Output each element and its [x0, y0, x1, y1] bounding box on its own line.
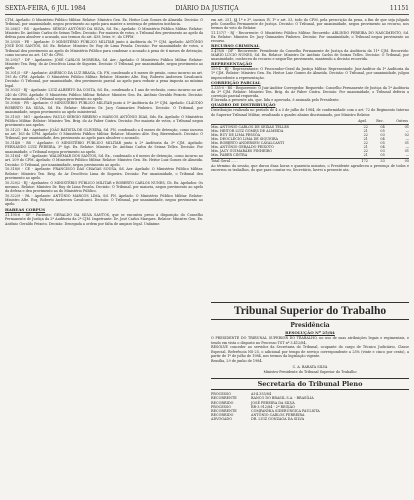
field-value: JOSÉ PEREIRA DA SILVA [251, 400, 295, 405]
stp-title: Secretaria do Tribunal Pleno [211, 378, 409, 390]
header-date: SEXTA-FEIRA, 6 JUL 1984 [5, 5, 86, 12]
case-entry: 10.320/2 - RJ - Apelantes: O MINISTÉRIO PÚBLICO MILITAR e ROBERTO CARLOS NUNES, Cb. Ex. Apelados: Os mesmos. Relator: Ministro Dr. Ruy de Lima Pessôa. Decisão: O Tribunal, por maioria, negou provimento ao apelo da defesa e deu provimento ao do Ministério Público. [5, 180, 203, 194]
table-cell: — [405, 153, 409, 158]
case-entry: em art. 251, §§ 1º e 3º, incisos IV, 1º e art. 53, todo do CPM, pela prescrição da pena, a fim de que seja julgado pelo Conselho Permanente de Justiça. Decisão: O Tribunal, por unanimidade, negou provimento ao recurso, nos termos do voto do Relator. [211, 18, 409, 31]
tst-section [211, 302, 409, 494]
table-cell: 172 [349, 158, 368, 163]
field-value: BANCO DO BRASIL S.A. - BRASÍLIA [251, 396, 314, 401]
tst-title: Tribunal Superior do Trabalho [211, 302, 409, 320]
header-page-number: 11151 [389, 5, 409, 12]
table-cell: 04 [380, 145, 385, 150]
table-cell: 01 [404, 124, 409, 129]
section-label-recurso-criminal: RECURSO CRIMINAL [211, 42, 260, 48]
signature-role: Ministro-Presidente do Tribunal Superior do Trabalho [263, 369, 357, 374]
field-label: RECORRENTE [211, 396, 237, 401]
field-label: PROCESSO [211, 392, 232, 397]
table-cell: 01 [404, 141, 409, 146]
table-cell: 21 [363, 128, 368, 133]
table-cell: — [405, 137, 409, 142]
signature-name: C. A. BARATA SILVA [292, 365, 328, 370]
table-cell: 03 [380, 132, 385, 137]
field-label: RECORRIDO [211, 400, 234, 405]
case-entry: 10.310/5 - MG - Apelantes: PAULO SÉRGIO RIBEIRO e MARCOS ANTÔNIO DIAS, Sds. Ex. Apelado: O Ministério Público Militar. Relator: Ministro Ten. Brig. do Ar Faber Cintra. Decisão: Por maioria de votos, o Tribunal negou provimento aos apelos. [5, 114, 203, 128]
table-cell: Min. ROBERTO ANDERSEN CAVALCANTI [211, 141, 285, 146]
field-label: ADVOGADO [211, 417, 232, 422]
section-label-distribuicao: QUADRO DE DISTRIBUIÇÃO [211, 102, 276, 108]
closing-note: Ao término da sessão, que durou duas horas e quarenta minutos, o Presidente agradeceu a presença de todos e encerrou os trabalhos, do que para constar eu, Secretário, lavrei a presente ata. [211, 163, 409, 172]
table-cell: 22 [363, 149, 368, 154]
table-cell: Min. HEITOR LUIZ GOMES DE ALMEIDA [211, 128, 284, 133]
table-cell: 21 [363, 137, 368, 142]
field-label: PROCESSO [211, 404, 232, 409]
table-cell: Min. JACY GUIMARÃES PINHEIRO [211, 149, 273, 154]
tst-subtitle: Presidência [290, 322, 330, 329]
table-header-row [211, 118, 409, 125]
section-label-habeas-corpus: HABEAS CORPUS [5, 206, 46, 212]
table-cell: Min. ANTÔNIO GERALDO PEIXOTO [211, 145, 274, 150]
section-label-correicao-parcial: CORREIÇÃO PARCIAL [211, 79, 261, 85]
table-cell: — [405, 145, 409, 150]
case-entry: 11.137/7 - RJ - Recorrente: O Ministério Público Militar. Recorrido: ARLINDO PEREIRA DO NASCIMENTO, Sd. Ex. Relator: Ministro Dr. Jacy Guimarães Pinheiro. Decisão: Por unanimidade, o Tribunal negou provimento ao recurso. [211, 30, 409, 43]
table-cell: 04 [380, 124, 385, 129]
table-cell: 03 [380, 149, 385, 154]
table-cell: 21 [363, 145, 368, 150]
field-value: COMPANHIA SIDERÚRGICA PAULISTA [251, 408, 320, 413]
case-entry: 10.303/1 - RJ - Apelante: LUIZ ALBERTO DA COSTA, Sd. Ex., condenado a 1 ano de reclusão, como incurso no art. 240 do CPM. Apelado: O Ministério Público Militar. Relator: Ministro Gen. Ex. Antônio Geraldo Peixoto. Decisão: Por unanimidade, o Tribunal negou provimento ao apelo. [5, 88, 203, 101]
case-entry: 10.301/5 - SP - Apelante: AMÉRICO DA LUZ BRAGA, Cb. FN, condenado a 8 meses de prisão, como incurso no art. 195 do CPM. Apelado: O Ministério Público Militar. Relator: Ministro Alte. Esq. Roberto Andersen Cavalcanti. Decisão: O Tribunal, por unanimidade, deu provimento parcial ao apelo para reduzir a pena imposta ao mínimo legal. [5, 70, 203, 88]
table-cell: 02 [404, 132, 409, 137]
field-value: DR. LUIZ GONZAGA DA SILVA [251, 417, 305, 422]
table-cell: Min. FABER CINTRA [211, 153, 248, 158]
case-entry: 10.318/0 - CE - Apelante: FRANCISCO DAS CHAGAS SOUSA, Sd. Aer. Apelado: O Ministério Público Militar. Relator: Ministro Ten. Brig. do Ar Deoclécio Lima de Siqueira. Decisão: Por unanimidade, o Tribunal deu provimento ao apelo. [5, 167, 203, 180]
resolution-label: RESOLUÇÃO Nº 25/84 [285, 330, 335, 335]
table-header: Rec. [368, 118, 385, 125]
table-cell: 05 [380, 141, 385, 146]
left-column [5, 18, 203, 494]
section-label-representacao: REPRESENTAÇÃO [211, 61, 252, 67]
table-header [211, 118, 349, 125]
table-cell: 05 [380, 153, 385, 158]
distribution-table [211, 118, 409, 163]
resolution-date: Brasília, 29 de junho de 1984. [211, 358, 263, 363]
case-entry: 10.293/0 - PE - Apelante: O MINISTÉRIO PÚBLICO MILITAR junto à Auditoria da 7ª CJM. Apelado: ANTÔNIO JOSÉ DOS SANTOS, Sd. Ex. Relator: Ministro Dr. Ruy de Lima Pessôa. Decisão: Por unanimidade de votos, o Tribunal deu provimento ao apelo do Ministério Público para condenar o acusado à pena de 6 meses de detenção, como incurso no art. 187 do CPM. [5, 40, 203, 57]
case-entry: 10.295/7 - DF - Apelantes: JOSÉ CARLOS MOREIRA, Sd. Aer.; Apelado: O Ministério Público Militar. Relator: Ministro Ten. Brig. do Ar Deoclécio Lima de Siqueira. Decisão: O Tribunal, por unanimidade, negou provimento ao apelo. [5, 57, 203, 71]
resolution-paragraph: RESOLVE conceder ao servidor da Secretaria do Tribunal, ocupante do cargo de Técnico Judiciário, Classe Especial, Referência NS-25, o adicional por tempo de serviço correspondente a 25% (vinte e cinco por cento), a partir de 1º de julho de 1984, nos termos da legislação vigente. [211, 345, 409, 358]
table-cell: 01 [404, 149, 409, 154]
case-entry: 5.478/8 - DF - Recorrente: Presidente do Conselho Permanente de Justiça da Auditoria da 11ª CJM. Recorrido: MÁRIO LÚCIO NUNES, Sd. Ex. Relator: Ministro Dr. Antônio Carlos de Seixas Telles. Decisão: O Tribunal, por unanimidade, conheceu do recurso e negou-lhe provimento, mantendo a decisão recorrida. [211, 48, 409, 62]
field-value: AI-4.355/84 [251, 392, 272, 397]
page-header [5, 4, 409, 15]
table-header: Outros [385, 118, 409, 125]
table-cell: 04 [380, 137, 385, 142]
case-entry: 10.314/8 - RS - Apelante: O MINISTÉRIO PÚBLICO MILITAR junto à 2ª Auditoria da 3ª CJM. Apelado: FERNANDO LUIZ PEREIRA, 3º Sgt. Ex. Relator: Ministro Dr. Antônio Carlos de Seixas Telles. Decisão: Por unanimidade, o Tribunal negou provimento ao apelo. [5, 140, 203, 154]
field-value: ANTÔNIO CARLOS FERREIRA [251, 413, 305, 418]
case-entry: 31.195-6 - SP - Paciente: GERALDO DA SILVA SANTOS, que se encontra preso à disposição do Conselho Permanente de Justiça da 2ª Auditoria da 2ª CJM. Impetrante: Dr. José Carlos Marques. Relator: Ministro Gen. Ex. Antônio Geraldo Peixoto. Decisão: Denegada a ordem por falta de amparo legal. Unânime. [5, 212, 203, 226]
table-cell: — [405, 128, 409, 133]
table-header: Apel. [349, 118, 368, 125]
list-item [211, 417, 409, 421]
tst-body [211, 331, 409, 374]
table-cell: 05 [385, 158, 409, 163]
case-entry: 10.322/9 - PA - Apelante: ANTÔNIO MARCOS LIMA, Sd. FN. Apelado: O Ministério Público Militar. Relator: Ministro Alte. Esq. Roberto Andersen Cavalcanti. Decisão: O Tribunal, por unanimidade, negou provimento ao apelo. [5, 193, 203, 207]
field-value: RR-3.912/84 - 2ª REGIÃO [251, 404, 295, 409]
table-cell: 05 [380, 128, 385, 133]
case-entry: 109-4 - RJ - Representante: O Procurador-Geral da Justiça Militar. Representado: Juiz-Auditor da 1ª Auditoria da 1ª CJM. Relator: Ministro Gen. Ex. Heitor Luiz Gomes de Almeida. Decisão: O Tribunal, por unanimidade, julgou improcedente a representação. [211, 67, 409, 80]
table-cell: 21 [363, 153, 368, 158]
distribution-list [211, 392, 409, 421]
table-cell: 22 [363, 132, 368, 137]
table-cell: 22 [363, 141, 368, 146]
resolution-paragraph: O PRESIDENTE DO TRIBUNAL SUPERIOR DO TRABALHO, no uso de suas atribuições legais e regimentais, e tendo em vista o disposto no Processo TST nº 3.412/84, [211, 336, 409, 345]
case-entry: 10.312/1 - BA - Apelante: JOÃO BATISTA DE OLIVEIRA, Sd. FN, condenado a 4 meses de detenção, como incurso no art. 163 do CPM. Apelado: O Ministério Público Militar. Relator: Ministro Alte. Esq. Bierrenbach. Decisão: O Tribunal, por unanimidade, deu provimento ao apelo para absolver o acusado. [5, 127, 203, 141]
table-cell: Min. ANTÔNIO CARLOS DE SEIXAS TELLES [211, 124, 290, 129]
right-column [211, 18, 409, 298]
table-cell: 22 [363, 124, 368, 129]
table-cell: Min. RUY DE LIMA PESSÔA [211, 132, 261, 137]
distribution-intro: Distribuição realizada no período de 4 a 5 de julho de 1984, de conformidade com o art. 72 do Regimento Interno do Superior Tribunal Militar, resultando o quadro abaixo discriminado, por Ministro Relator. [211, 108, 409, 117]
case-entry: 1.335-0 - RS - Requerente: O Juiz-Auditor Corregedor. Requerido: Conselho Permanente de Justiça da 1ª Auditoria da 3ª CJM. Relator: Ministro Ten. Brig. do Ar Faber Cintra. Decisão: Por unanimidade, o Tribunal deferiu a correição parcial requerida. [211, 85, 409, 98]
field-label: RECORRENTE [211, 408, 237, 413]
table-cell: Total Geral ...... [211, 158, 349, 163]
case-entry: 10.316/4 - SP - Apelante: WALDEMAR DOS SANTOS, Sd. Ex., condenado a 6 meses de detenção, como incurso no art. 209 do CPM. Apelado: O Ministério Público Militar. Relator: Ministro Gen. Ex. Heitor Luiz Gomes de Almeida. Decisão: O Tribunal, por unanimidade, negou provimento ao apelo. [5, 154, 203, 167]
field-label: RECORRIDO [211, 413, 234, 418]
table-cell: 33 [368, 158, 385, 163]
table-cell: Min. DEOCLÉCIO LIMA DE SIQUEIRA [211, 137, 278, 142]
case-entry: CTM, Apelado: O Ministério Público Militar. Relator: Ministro Gen. Ex. Heitor Luiz Gomes de Almeida. Decisão: O Tribunal, por unanimidade, negou provimento ao apelo para manter a sentença de primeira instância. [5, 18, 203, 27]
case-entry: 10.308/6 - PR - Apelante: O MINISTÉRIO PÚBLICO MILITAR junto à 5ª Auditoria da 5ª CJM. Apelado: CLÁUDIO ROBERTO DA SILVA, Sd. Ex. Relator: Ministro Dr. Jacy Guimarães Pinheiro. Decisão: O Tribunal, por unanimidade, negou provimento ao apelo ministerial. [5, 101, 203, 115]
table-total-row [211, 158, 409, 163]
minutes-note: É lavrada a presente ata, que, lida e aprovada, é assinada pelo Presidente. [211, 98, 340, 103]
header-publication: DIÁRIO DA JUSTIÇA [175, 5, 239, 12]
case-entry: 10.266/1 - RS - Apelantes: SÉRGIO ANTÔNIO DA SILVA, Sd. Ex.; Apelado: O Ministério Público Militar. Relator: Ministro Dr. Antônio Carlos de Seixas Telles. Decisão: Por maioria de votos, o Tribunal deu provimento ao apelo da defesa para absolver o acusado, nos termos do art. 439, letra 'e', do CPPM. [5, 26, 203, 40]
